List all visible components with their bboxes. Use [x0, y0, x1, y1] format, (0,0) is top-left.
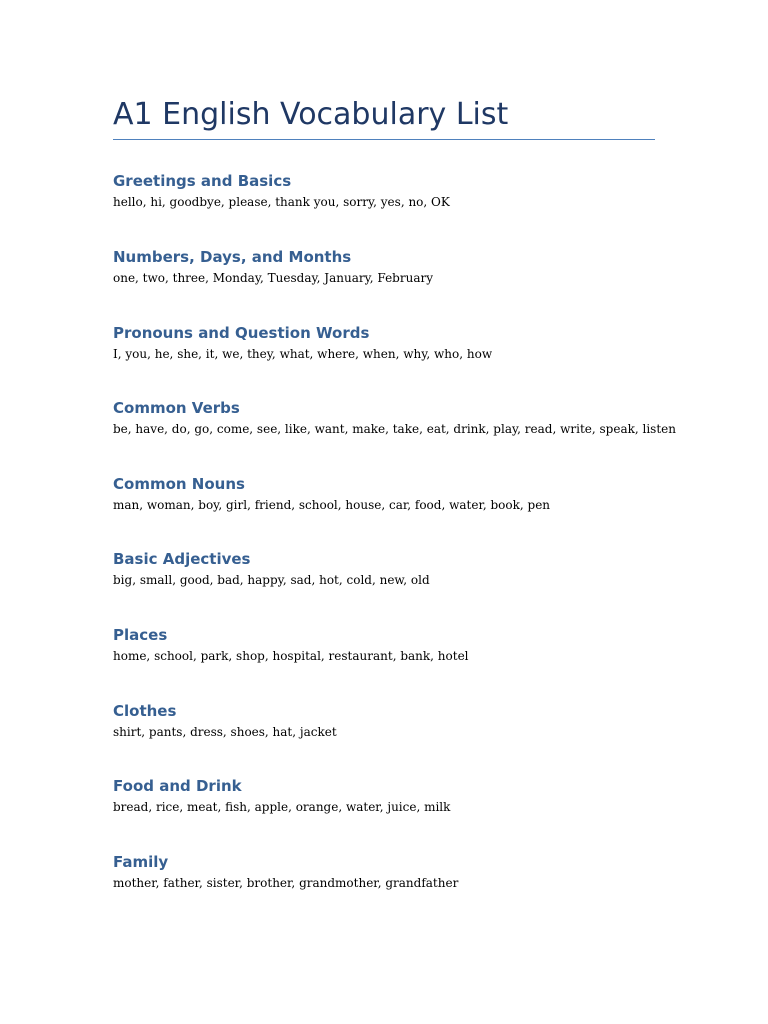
section-places: [113, 624, 655, 665]
section-heading: Common Nouns: [113, 475, 245, 493]
section-word-list: bread, rice, meat, fish, apple, orange, water, juice, milk: [113, 800, 451, 814]
section-greetings-and-basics: [113, 170, 655, 211]
section-common-verbs: [113, 397, 676, 438]
document-title: A1 English Vocabulary List: [113, 97, 509, 132]
title-underline-rule: [113, 139, 655, 140]
section-numbers-days-months: [113, 246, 655, 287]
section-word-list: man, woman, boy, girl, friend, school, house, car, food, water, book, pen: [113, 498, 551, 512]
section-heading: Food and Drink: [113, 777, 242, 795]
section-word-list: mother, father, sister, brother, grandmother, grandfather: [113, 876, 459, 890]
section-word-list: shirt, pants, dress, shoes, hat, jacket: [113, 725, 337, 739]
section-pronouns-question-words: [113, 322, 655, 363]
section-heading: Common Verbs: [113, 399, 240, 417]
section-word-list: be, have, do, go, come, see, like, want, make, take, eat, drink, play, read, write, speak, listen: [113, 422, 676, 436]
section-heading: Pronouns and Question Words: [113, 324, 370, 342]
section-word-list: I, you, he, she, it, we, they, what, where, when, why, who, how: [113, 347, 493, 361]
section-heading: Places: [113, 626, 168, 644]
section-heading: Basic Adjectives: [113, 550, 251, 568]
section-basic-adjectives: [113, 548, 655, 589]
section-word-list: home, school, park, shop, hospital, restaurant, bank, hotel: [113, 649, 469, 663]
section-heading: Family: [113, 853, 169, 871]
section-family: [113, 851, 655, 892]
section-word-list: one, two, three, Monday, Tuesday, January, February: [113, 271, 433, 285]
section-common-nouns: [113, 473, 655, 514]
section-heading: Clothes: [113, 702, 177, 720]
section-heading: Greetings and Basics: [113, 172, 292, 190]
section-word-list: big, small, good, bad, happy, sad, hot, cold, new, old: [113, 573, 430, 587]
section-word-list: hello, hi, goodbye, please, thank you, sorry, yes, no, OK: [113, 195, 450, 209]
section-heading: Numbers, Days, and Months: [113, 248, 352, 266]
section-clothes: [113, 700, 655, 741]
section-food-and-drink: [113, 775, 655, 816]
